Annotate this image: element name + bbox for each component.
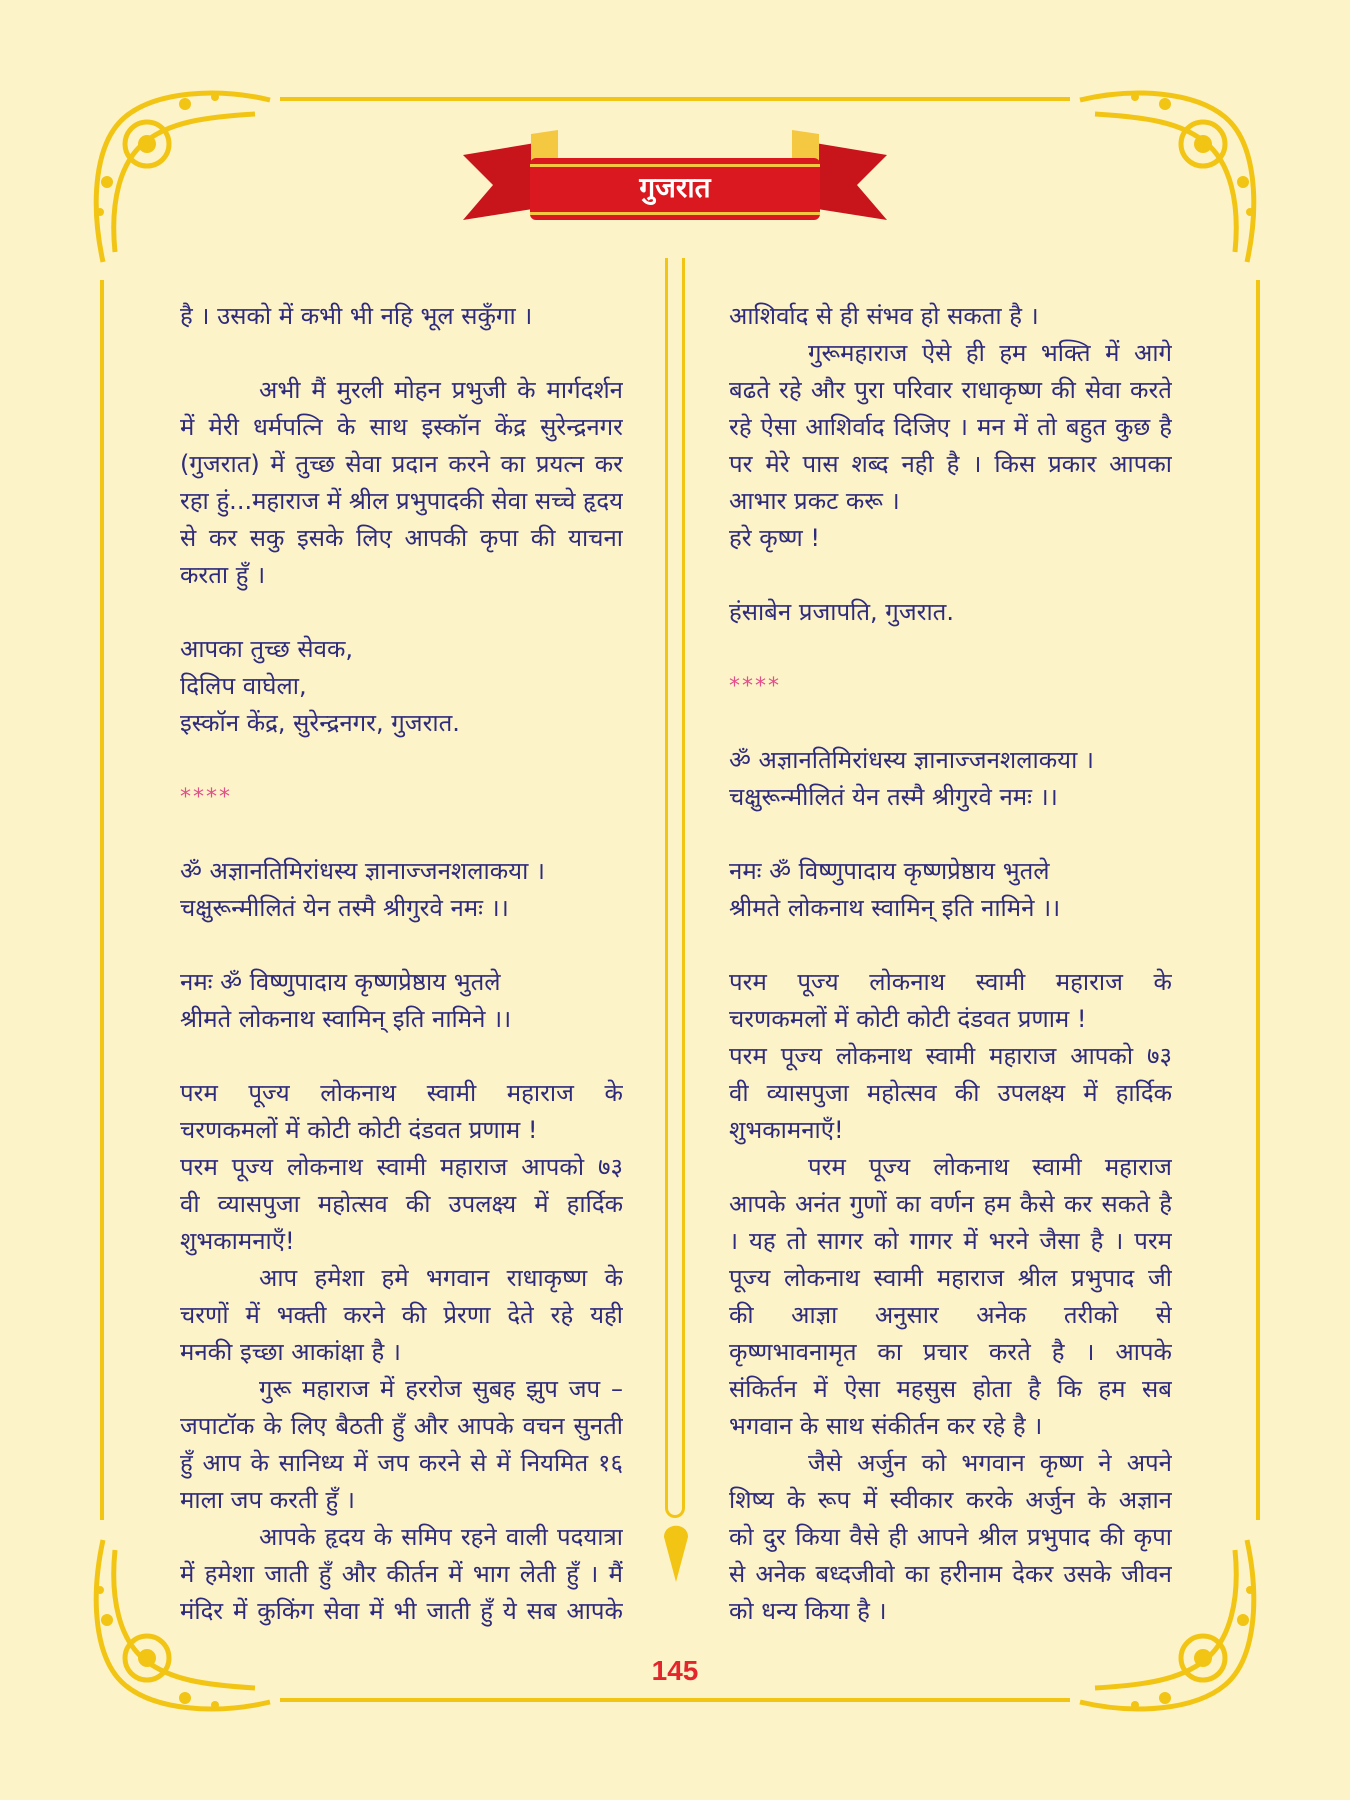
text-line: ॐ अज्ञानतिमिरांधस्य ज्ञानाज्जनशलाकया । [729,746,1095,774]
text-line: अभी मैं मुरली मोहन प्रभुजी के मार्गदर्शन [259,376,623,404]
blank-line [180,1038,623,1075]
top-border [280,97,1070,101]
left-text-column [180,298,623,1630]
text-line: पूज्य लोकनाथ स्वामी महाराज श्रील प्रभुपाद जी [729,1264,1172,1292]
blank-line [180,335,623,372]
text-line: से कर सकु इसके लिए आपकी कृपा की याचना [180,524,623,552]
text-line: है । उसको में कभी भी नहि भूल सकुँगा । [180,302,533,330]
text-line: में हमेशा जाती हुँ और कीर्तन में भाग लेती हुँ । मैं [180,1560,623,1588]
text-line: हरे कृष्ण ! [729,524,820,552]
blank-line [729,631,1172,668]
section-separator: **** [729,674,781,699]
text-line: शुभकामनाएँ! [729,1116,844,1144]
text-line: इस्कॉन केंद्र, सुरेन्द्रनगर, गुजरात. [180,709,460,737]
text-line: आशिर्वाद से ही संभव हो सकता है । [729,302,1039,330]
text-line: हुँ आप के सानिध्य में जप करने से में नियमित १६ [180,1449,623,1477]
left-border [100,280,104,1520]
text-line: चरणकमलों में कोटी कोटी दंडवत प्रणाम ! [729,1005,1087,1033]
text-line: श्रीमते लोकनाथ स्वामिन् इति नामिने ।। [180,1005,512,1033]
text-line: परम पूज्य लोकनाथ स्वामी महाराज आपको ७३ [729,1042,1172,1070]
text-line: आप हमेशा हमे भगवान राधाकृष्ण के [259,1264,623,1292]
text-line: । यह तो सागर को गागर में भरने जैसा है । परम [729,1227,1172,1255]
text-line: हंसाबेन प्रजापति, गुजरात. [729,598,954,626]
blank-line [180,742,623,779]
text-line: वी व्यासपुजा महोत्सव की उपलक्ष्य में हार्दिक [729,1079,1172,1107]
column-divider [665,258,685,1518]
text-line: गुरूमहाराज ऐसे ही हम भक्ति में आगे [808,339,1172,367]
blank-line [729,557,1172,594]
blank-line [180,927,623,964]
text-line: आपके अनंत गुणों का वर्णन हम कैसे कर सकते है [729,1190,1172,1218]
text-line: शुभकामनाएँ! [180,1227,295,1255]
bottom-border [280,1698,1070,1702]
blank-line [729,927,1172,964]
text-line: संकिर्तन में ऐसा महसुस होता है कि हम सब [729,1375,1172,1403]
text-line: नमः ॐ विष्णुपादाय कृष्णप्रेष्ठाय भुतले [729,857,1050,885]
section-separator: **** [180,785,232,810]
text-line: गुरू महाराज में हररोज सुबह झुप जप – [259,1375,623,1403]
divider-drop-ornament [662,1512,690,1582]
text-line: दिलिप वाघेला, [180,672,307,700]
text-line: ॐ अज्ञानतिमिरांधस्य ज्ञानाज्जनशलाकया । [180,857,546,885]
text-line: रहे ऐसा आशिर्वाद दिजिए । मन में तो बहुत कुछ है [729,413,1172,441]
blank-line [180,816,623,853]
page-number: 145 [651,1655,699,1686]
text-line: मनकी इच्छा आकांक्षा है । [180,1338,401,1366]
text-line: शिष्य के रूप में स्वीकार करके अर्जुन के अज्ञान [729,1486,1172,1514]
text-line: कृष्णभावनामृत का प्रचार करते है । आपके [729,1338,1172,1366]
text-line: परम पूज्य लोकनाथ स्वामी महाराज के [180,1079,623,1107]
text-line: (गुजरात) में तुच्छ सेवा प्रदान करने का प्रयत्न कर [180,450,623,478]
text-line: को दुर किया वैसे ही आपने श्रील प्रभुपाद की कृपा [729,1523,1172,1551]
right-border [1256,280,1260,1520]
text-line: को धन्य किया है । [729,1597,887,1625]
blank-line [180,594,623,631]
page-title: गुजरात [639,171,711,204]
text-line: करता हुँ । [180,561,266,589]
text-line: जपाटॉक के लिए बैठती हुँ और आपके वचन सुनती [180,1412,623,1440]
text-line: परम पूज्य लोकनाथ स्वामी महाराज के [729,968,1172,996]
text-line: मंदिर में कुकिंग सेवा में भी जाती हुँ ये सब आपके [180,1597,623,1625]
corner-ornament-top-left [85,82,275,272]
text-line: आभार प्रकट करू । [729,487,900,515]
text-line: चरणकमलों में कोटी कोटी दंडवत प्रणाम ! [180,1116,538,1144]
text-line: में मेरी धर्मपत्नि के साथ इस्कॉन केंद्र सुरेन्द्रनगर [180,413,623,441]
text-line: चक्षुरून्मीलितं येन तस्मै श्रीगुरवे नमः ।। [180,894,509,922]
text-line: आपका तुच्छ सेवक, [180,635,354,663]
text-line: माला जप करती हुँ । [180,1486,355,1514]
right-text-column [729,298,1172,1630]
text-line: की आज्ञा अनुसार अनेक तरीको से [729,1301,1172,1329]
corner-ornament-top-right [1075,82,1265,272]
text-line: भगवान के साथ संकीर्तन कर रहे है । [729,1412,1043,1440]
text-line: बढते रहे और पुरा परिवार राधाकृष्ण की सेवा करते [729,376,1172,404]
blank-line [729,816,1172,853]
text-line: श्रीमते लोकनाथ स्वामिन् इति नामिने ।। [729,894,1061,922]
text-line: जैसे अर्जुन को भगवान कृष्ण ने अपने [808,1449,1172,1477]
text-line: परम पूज्य लोकनाथ स्वामी महाराज आपको ७३ [180,1153,623,1181]
text-line: रहा हुं...महाराज में श्रील प्रभुपादकी सेवा सच्चे हृदय [180,487,623,515]
text-line: पर मेरे पास शब्द नही है । किस प्रकार आपका [729,450,1172,478]
text-line: आपके हृदय के समिप रहने वाली पदयात्रा [259,1523,623,1551]
text-line: से अनेक बध्दजीवो का हरीनाम देकर उसके जीवन [729,1560,1172,1588]
text-line: नमः ॐ विष्णुपादाय कृष्णप्रेष्ठाय भुतले [180,968,501,996]
text-line: परम पूज्य लोकनाथ स्वामी महाराज [808,1153,1172,1181]
text-line: चरणों में भक्ती करने की प्रेरणा देते रहे यही [180,1301,623,1329]
text-line: चक्षुरून्मीलितं येन तस्मै श्रीगुरवे नमः ।। [729,783,1058,811]
text-line: वी व्यासपुजा महोत्सव की उपलक्ष्य में हार्दिक [180,1190,623,1218]
blank-line [729,705,1172,742]
